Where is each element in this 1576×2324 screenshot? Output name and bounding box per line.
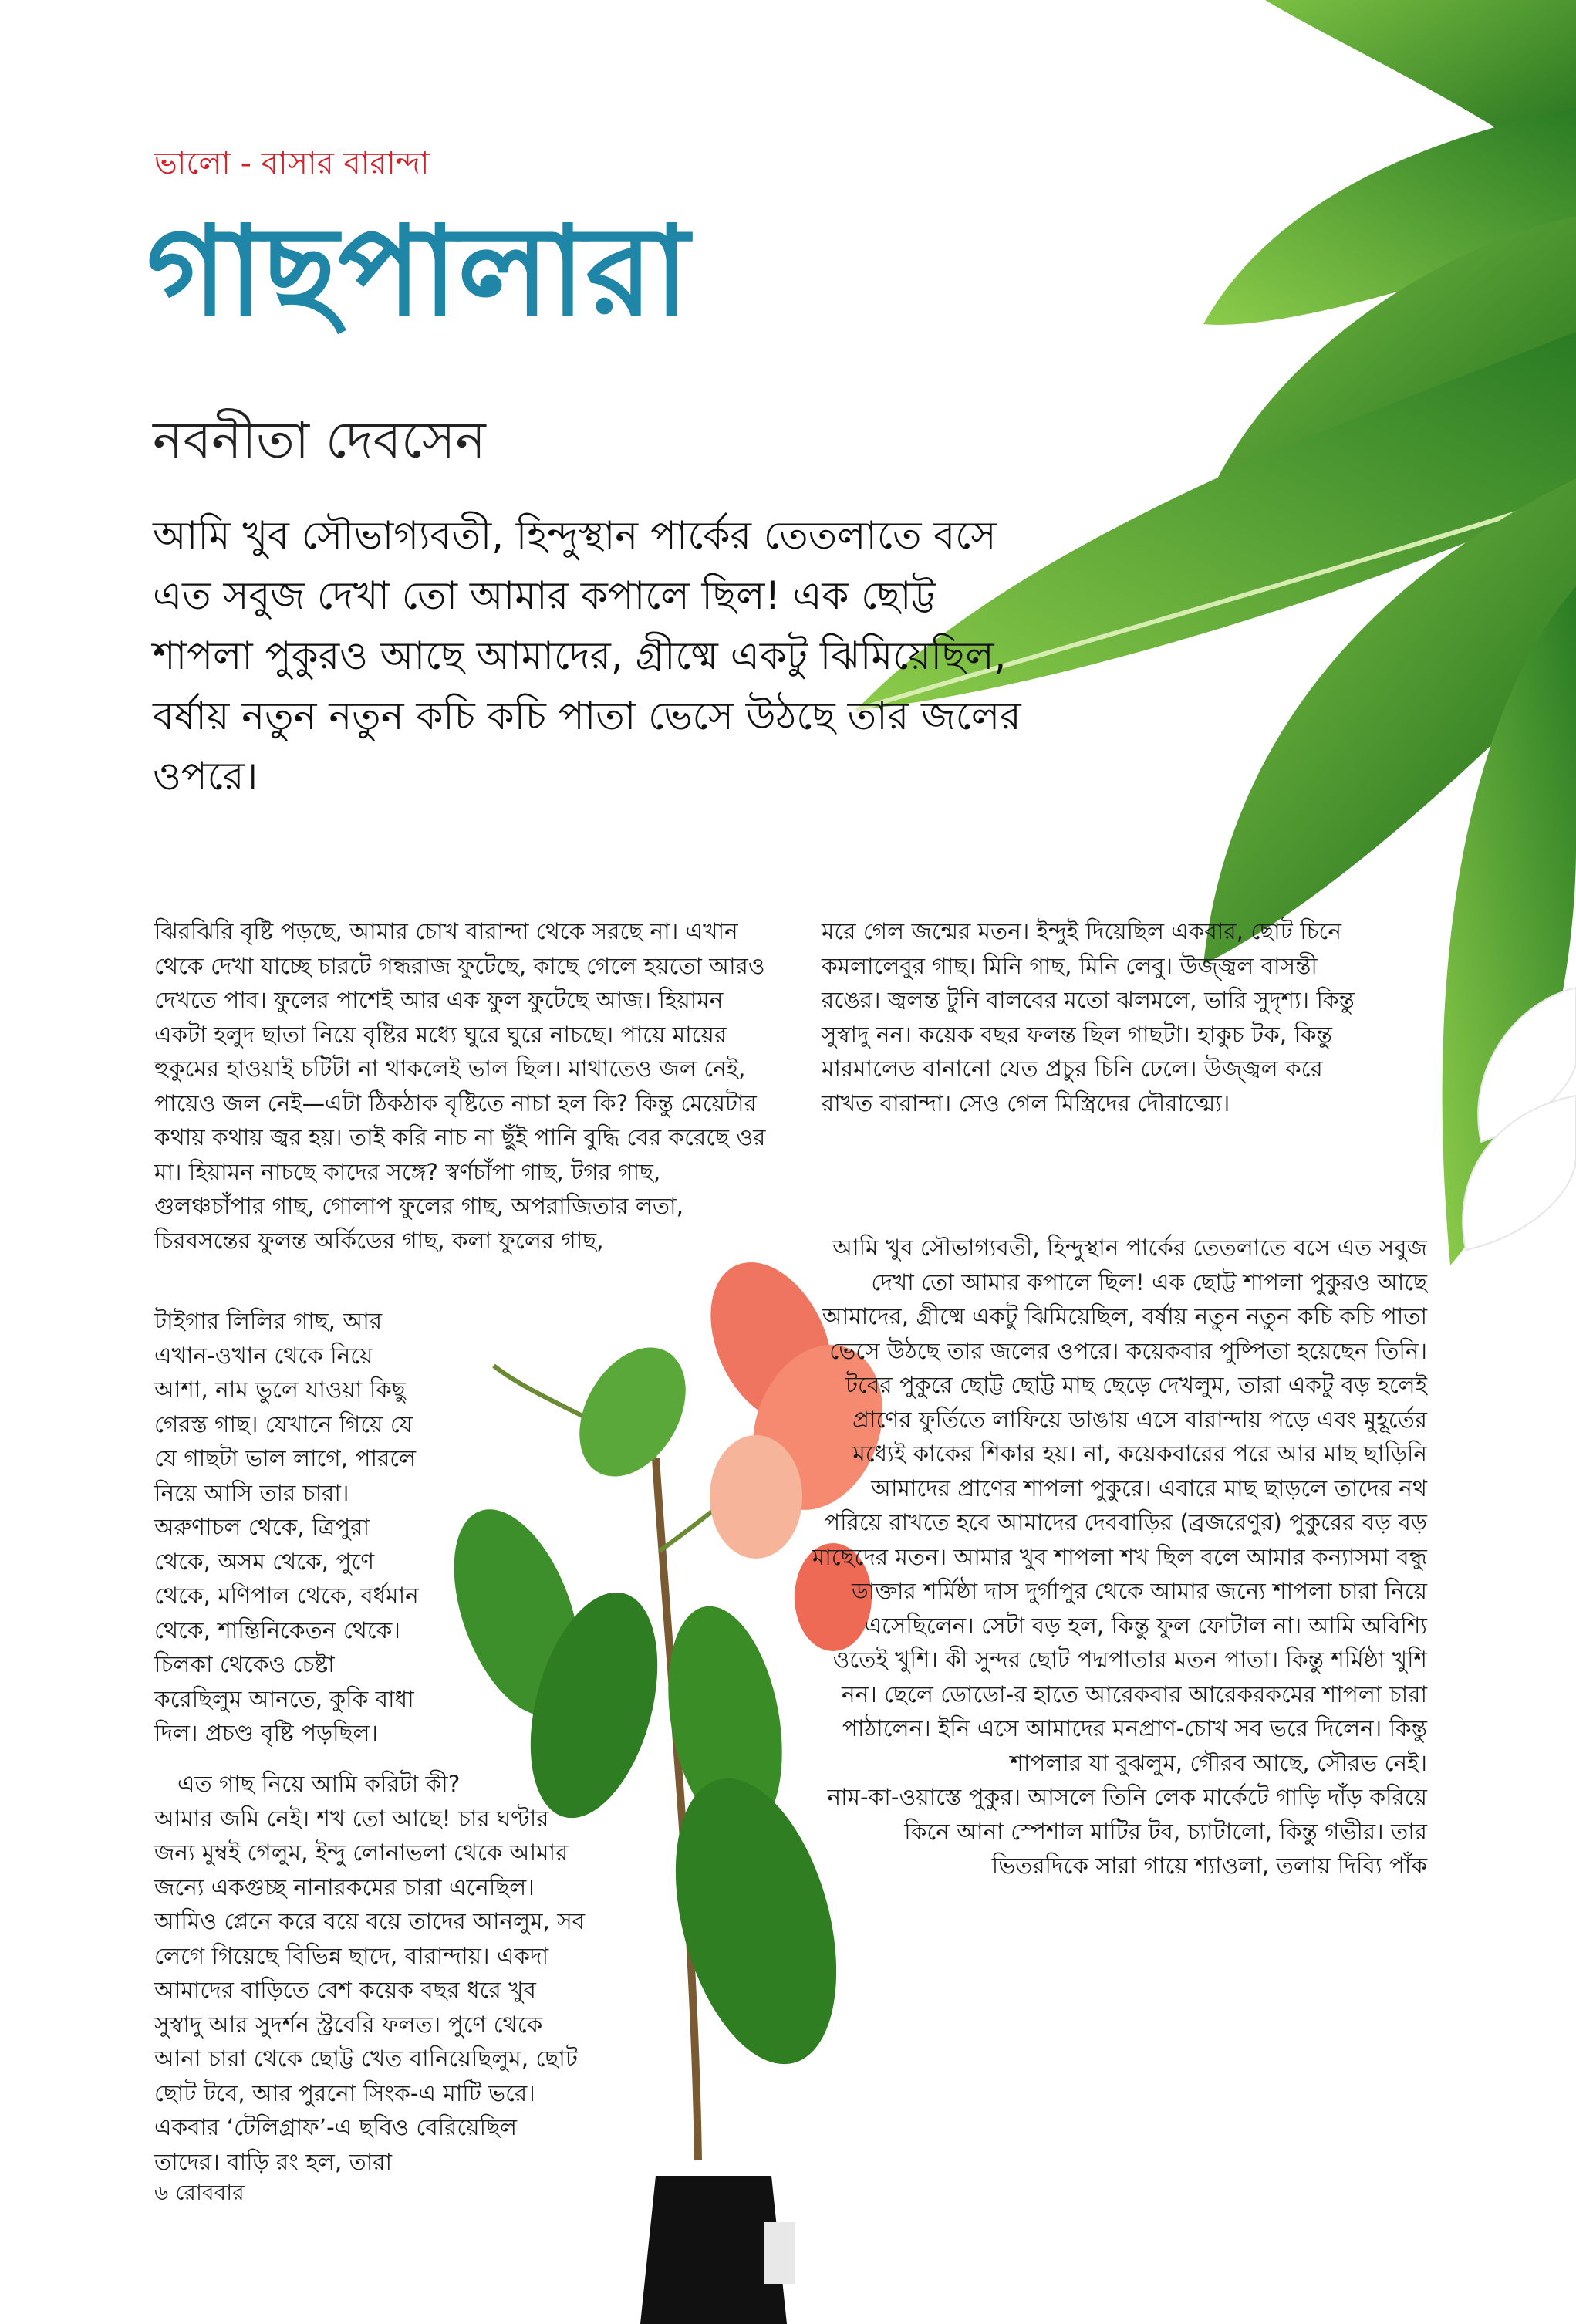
column-1-bottom xyxy=(154,1767,586,2179)
body-paragraph: মরে গেল জন্মের মতন। ইন্দুই দিয়েছিল একবার, ছোট চিনে কমলালেবুর গাছ। মিনি গাছ, মিনি লেবু। উজ্জ্বল বাসন্তী রঙের। জ্বলন্ত টুনি বালবের মতো ঝলমলে, ভারি সুদৃশ্য। কিন্তু সুস্বাদু নন। কয়েক বছর ফলন্ত ছিল গাছটা। হাকুচ টক, কিন্তু মারমালেড বানানো যেত প্রচুর চিনি ঢেলে। উজ্জ্বল করে রাখত বারান্দা। সেও গেল মিস্ত্রিদের দৌরাত্ম্যে। xyxy=(822,918,1355,1116)
page-footer: ৬ রোববার xyxy=(154,2180,245,2205)
lead-paragraph: আমি খুব সৌভাগ্যবতী, হিন্দুস্থান পার্কের তেতলাতে বসে এত সবুজ দেখা তো আমার কপালে ছিল! এক ছোট্ট শাপলা পুকুরও আছে আমাদের, গ্রীষ্মে একটু ঝিমিয়েছিল, বর্ষায় নতুন নতুন কচি কচি পাতা ভেসে উঠছে তার জলের ওপরে। xyxy=(153,513,1021,799)
body-paragraph: ঝিরঝিরি বৃষ্টি পড়ছে, আমার চোখ বারান্দা থেকে সরছে না। এখান থেকে দেখা যাচ্ছে চারটে গন্ধরাজ ফুটেছে, কাছে গেলে হয়তো আরও দেখতে পাব। ফুলের পাশেই আর এক ফুল ফুটেছে আজ। হিয়ামন একটা হলুদ ছাতা নিয়ে বৃষ্টির মধ্যে ঘুরে ঘুরে নাচছে। পায়ে মায়ের হুকুমের হাওয়াই চটিটা না থাকলেই ভাল ছিল। মাথাতেও জল নেই, পায়েও জল নেই—এটা ঠিকঠাক বৃষ্টিতে নাচা হল কি? কিন্তু মেয়েটার কথায় কথায় জ্বর হয়। তাই করি নাচ না ছুঁই পানি বুদ্ধি বের করেছে ওর মা। হিয়ামন নাচছে কাদের সঙ্গে? স্বর্ণচাঁপা গাছ, টগর গাছ, গুলঞ্চচাঁপার গাছ, গোলাপ ফুলের গাছ, অপরাজিতার লতা, চিরবসন্তের ফুলন্ত অর্কিডের গাছ, কলা ফুলের গাছ, xyxy=(154,918,766,1254)
section-kicker: ভালো - বাসার বারান্দা xyxy=(154,146,430,181)
body-paragraph: এত গাছ নিয়ে আমি করিটা কী? xyxy=(177,1771,461,1797)
column-1-top xyxy=(154,914,771,1258)
column-1-middle xyxy=(154,1304,424,1751)
column-2-top xyxy=(822,914,1362,1120)
body-paragraph: আমি খুব সৌভাগ্যবতী, হিন্দুস্থান পার্কের তেতলাতে বসে এত সবুজ দেখা তো আমার কপালে ছিল! এক ছোট্ট শাপলা পুকুরও আছে আমাদের, গ্রীষ্মে একটু ঝিমিয়েছিল, বর্ষায় নতুন নতুন কচি কচি পাতা ভেসে উঠছে তার জলের ওপরে। কয়েকবার পুষ্পিতা হয়েছেন তিনি। টবের পুকুরে ছোট্ট ছোট্ট মাছ ছেড়ে দেখলুম, তারা একটু বড় হলেই প্রাণের ফুর্তিতে লাফিয়ে ডাঙায় এসে বারান্দায় পড়ে এবং মুহূর্তের মধ্যেই কাকের শিকার হয়। না, কয়েকবারের পরে আর মাছ ছাড়িনি আমাদের প্রাণের শাপলা পুকুরে। এবারে মাছ ছাড়লে তাদের নথ পরিয়ে রাখতে হবে আমাদের দেববাড়ির (ব্রজরেণুর) পুকুরের বড় বড় মাছেদের মতন। আমার খুব শাপলা শখ ছিল বলে আমার কন্যাসমা বন্ধু ডাক্তার শর্মিষ্ঠা দাস দুর্গাপুর থেকে আমার জন্যে শাপলা চারা নিয়ে এসেছিলেন। সেটা বড় হল, কিন্তু ফুল ফোটাল না। আমি অবিশ্যি ওতেই খুশি। কী সুন্দর ছোট পদ্মপাতার মতন পাতা। কিন্তু শর্মিষ্ঠা খুশি নন। ছেলে ডোডো-র হাতে আরেকবার আরেকরকমের শাপলা চারা পাঠালেন। ইনি এসে আমাদের মনপ্রাণ-চোখ সব ভরে দিলেন। কিন্তু শাপলার যা বুঝলুম, গৌরব আছে, সৌরভ নেই। xyxy=(812,1235,1427,1776)
body-paragraph: টাইগার লিলির গাছ, আর এখান-ওখান থেকে নিয়ে আশা, নাম ভুলে যাওয়া কিছু গেরস্ত গাছ। যেখানে গিয়ে যে যে গাছটা ভাল লাগে, পারলে নিয়ে আসি তার চারা। অরুণাচল থেকে, ত্রিপুরা থেকে, অসম থেকে, পুণে থেকে, মণিপাল থেকে, বর্ধমান থেকে, শান্তিনিকেতন থেকে। চিলকা থেকেও চেষ্টা করেছিলুম আনতে, কুকি বাধা দিল। প্রচণ্ড বৃষ্টি পড়ছিল। xyxy=(154,1308,419,1746)
body-paragraph: আমার জমি নেই। শখ তো আছে! চার ঘণ্টার জন্য মুম্বই গেলুম, ইন্দু লোনাভলা থেকে আমার জন্যে একগুচ্ছ নানারকমের চারা এনেছিল। আমিও প্লেনে করে বয়ে বয়ে তাদের আনলুম, সব লেগে গিয়েছে বিভিন্ন ছাদে, বারান্দায়। একদা আমাদের বাড়িতে বেশ কয়েক বছর ধরে খুব সুস্বাদু আর সুদর্শন স্ট্রবেরি ফলত। পুণে থেকে আনা চারা থেকে ছোট্ট খেত বানিয়েছিলুম, ছোট ছোট টবে, আর পুরনো সিংক-এ মাটি ভরে। একবার ‘টেলিগ্রাফ’-এ ছবিও বেরিয়েছিল তাদের। বাড়ি রং হল, তারা xyxy=(154,1805,586,2175)
body-paragraph: নাম-কা-ওয়াস্তে পুকুর। আসলে তিনি লেক মার্কেটে গাড়ি দাঁড় করিয়ে কিনে আনা স্পেশাল মাটির টব, চ্যাটালো, কিন্তু গভীর। তার ভিতরদিকে সারা গায়ে শ্যাওলা, তলায় দিব্যি পাঁক xyxy=(827,1784,1427,1879)
column-2-bottom xyxy=(810,1231,1427,1883)
article-title: গাছপালারা xyxy=(147,199,690,343)
author-name: নবনীতা দেবসেন xyxy=(153,410,486,470)
